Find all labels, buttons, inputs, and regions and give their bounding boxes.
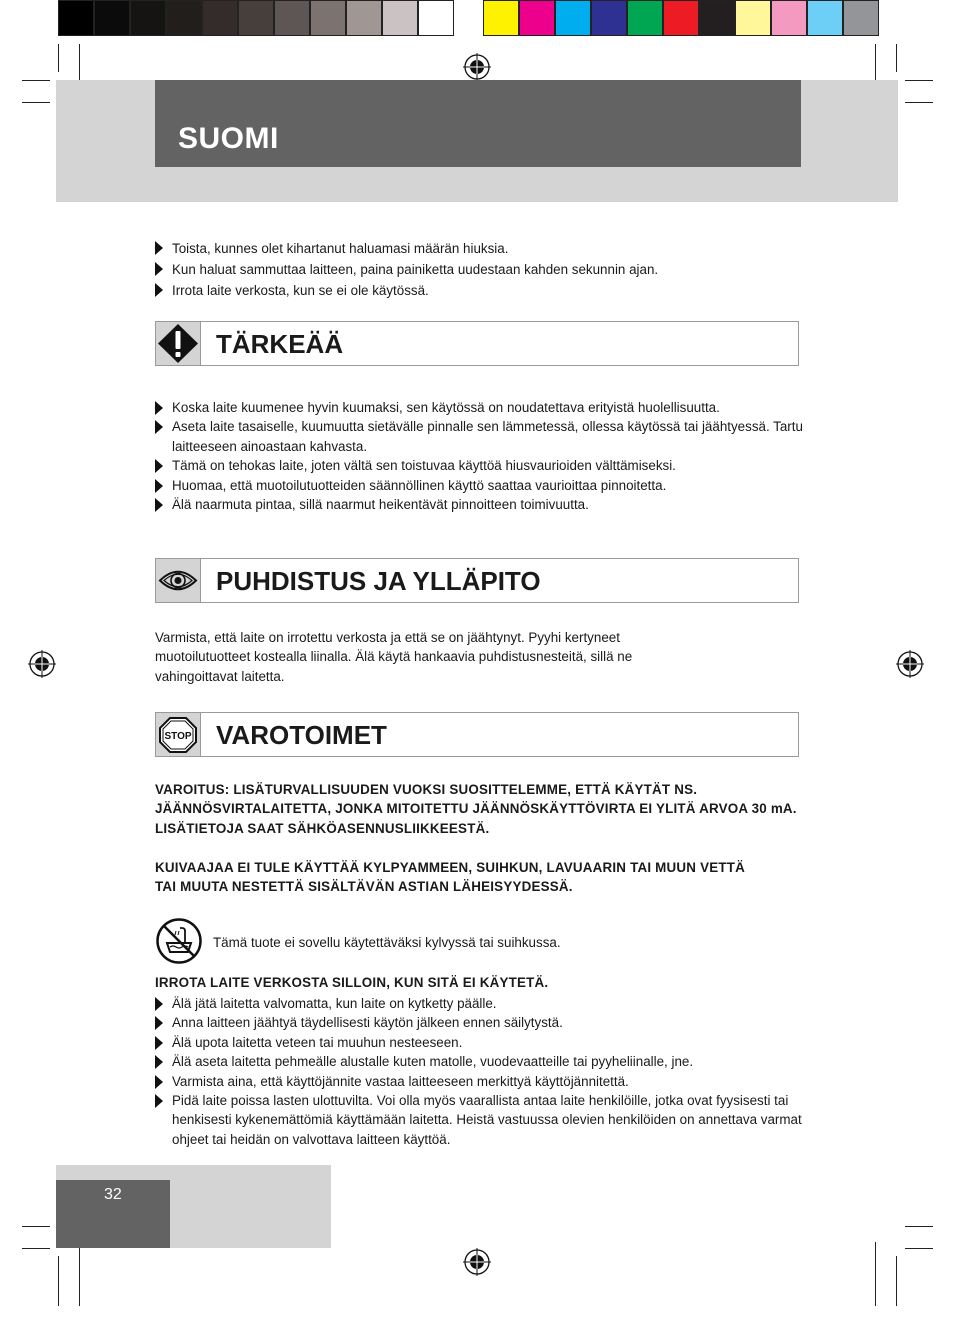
color-swatch	[130, 0, 166, 36]
precautions-bullet-list	[155, 994, 805, 1149]
list-item: Tämä on tehokas laite, joten vältä sen toistuvaa käyttöä hiusvaurioiden välttämiseksi.	[155, 456, 805, 475]
color-swatch	[699, 0, 735, 36]
gray-calibration-bar	[58, 0, 454, 38]
color-swatch	[663, 0, 699, 36]
list-item: Varmista aina, että käyttöjännite vastaa laitteeseen merkittyä käyttöjännitettä.	[155, 1072, 805, 1091]
icon-cell	[156, 322, 201, 365]
crop-mark	[22, 80, 50, 81]
list-item: Älä aseta laitetta pehmeälle alustalle kuten matolle, vuodevaatteille tai pyyheliinalle, jne.	[155, 1052, 805, 1071]
color-swatch	[627, 0, 663, 36]
color-swatch	[591, 0, 627, 36]
triangle-bullet-icon	[155, 420, 163, 434]
color-swatch	[382, 0, 418, 36]
list-item: Irrota laite verkosta, kun se ei ole käytössä.	[155, 280, 805, 301]
triangle-bullet-icon	[155, 498, 163, 512]
color-swatch	[555, 0, 591, 36]
color-swatch	[843, 0, 879, 36]
registration-mark-icon	[896, 650, 924, 678]
icon-cell	[156, 713, 201, 756]
intro-bullet-list	[155, 238, 805, 301]
list-item: Anna laitteen jäähtyä täydellisesti käytön jälkeen ennen säilytystä.	[155, 1013, 805, 1032]
list-item: Aseta laite tasaiselle, kuumuutta sietävälle pinnalle sen lämmetessä, ollessa käytössä tai jäähtyessä. Tartu laitteeseen ainoastaan kahvasta.	[155, 417, 805, 456]
page-title: SUOMI	[178, 122, 279, 155]
color-swatch	[166, 0, 202, 36]
no-bath-icon	[155, 917, 203, 965]
triangle-bullet-icon	[155, 1055, 163, 1069]
color-swatch	[735, 0, 771, 36]
section-title: PUHDISTUS JA YLLÄPITO	[216, 566, 541, 596]
warning-exclamation-icon	[156, 322, 200, 365]
color-swatch	[238, 0, 274, 36]
color-swatch	[346, 0, 382, 36]
list-item: Huomaa, että muotoilutuotteiden säännöllinen käyttö saattaa vaurioittaa pinnoitetta.	[155, 476, 805, 495]
color-swatch	[58, 0, 94, 36]
crop-mark	[905, 80, 933, 81]
svg-text:STOP: STOP	[164, 731, 192, 742]
important-bullet-list	[155, 398, 805, 514]
list-item: Kun haluat sammuttaa laitteen, paina painiketta uudestaan kahden sekunnin ajan.	[155, 259, 805, 280]
color-swatch	[483, 0, 519, 36]
crop-mark	[22, 1226, 50, 1227]
list-item: Älä upota laitetta veteen tai muuhun nesteeseen.	[155, 1033, 805, 1052]
triangle-bullet-icon	[155, 283, 163, 297]
registration-mark-icon	[463, 1248, 491, 1276]
color-swatch	[519, 0, 555, 36]
cleaning-text: Varmista, että laite on irrotettu verkosta ja että se on jäähtynyt. Pyyhi kertyneet muotoilutuotteet kostealla liinalla. Älä käytä hankaavia puhdistusnesteitä, sillä ne vahingoittavat laitetta.	[155, 630, 633, 684]
bath-note: Tämä tuote ei sovellu käytettäväksi kylvyssä tai suihkussa.	[213, 935, 561, 950]
color-calibration-bar	[483, 0, 879, 38]
color-swatch	[807, 0, 843, 36]
list-item: Toista, kunnes olet kihartanut haluamasi määrän hiuksia.	[155, 238, 805, 259]
section-title: VAROTOIMET	[216, 720, 387, 750]
triangle-bullet-icon	[155, 997, 163, 1011]
crop-mark	[905, 1226, 933, 1227]
triangle-bullet-icon	[155, 401, 163, 415]
triangle-bullet-icon	[155, 262, 163, 276]
eye-icon	[156, 559, 200, 602]
triangle-bullet-icon	[155, 1094, 163, 1108]
important-section-header	[155, 321, 799, 366]
triangle-bullet-icon	[155, 241, 163, 255]
crop-mark	[905, 1248, 933, 1249]
crop-mark	[905, 102, 933, 103]
crop-mark	[58, 44, 59, 72]
rcd-warning-text: VAROITUS: LISÄTURVALLISUUDEN VUOKSI SUOSITTELEMME, ETTÄ KÄYTÄT NS. JÄÄNNÖSVIRTALAITETTA, JONKA MITOITETTU JÄÄNNÖSKÄYTTÖVIRTA EI YLITÄ ARVOA 30 mA. LISÄTIETOJA SAAT SÄHKÖASENNUSLIIKKEESTÄ.	[155, 782, 797, 836]
crop-mark	[22, 102, 50, 103]
triangle-bullet-icon	[155, 1036, 163, 1050]
unplug-heading: IRROTA LAITE VERKOSTA SILLOIN, KUN SITÄ EI KÄYTETÄ.	[155, 975, 549, 990]
stop-sign-icon	[156, 713, 200, 756]
cleaning-section-header	[155, 558, 799, 603]
icon-cell	[156, 559, 201, 602]
list-item: Älä naarmuta pintaa, sillä naarmut heikentävät pinnoitteen toimivuutta.	[155, 495, 805, 514]
crop-mark	[58, 1256, 59, 1306]
precautions-section-header	[155, 712, 799, 757]
water-warning-text: KUIVAAJAA EI TULE KÄYTTÄÄ KYLPYAMMEEN, SUIHKUN, LAVUAARIN TAI MUUN VETTÄ TAI MUUTA NESTETTÄ SISÄLTÄVÄN ASTIAN LÄHEISYYDESSÄ.	[155, 860, 745, 895]
color-swatch	[274, 0, 310, 36]
registration-mark-icon	[28, 650, 56, 678]
crop-mark	[896, 44, 897, 72]
triangle-bullet-icon	[155, 459, 163, 473]
section-title: TÄRKEÄÄ	[216, 329, 344, 359]
triangle-bullet-icon	[155, 1075, 163, 1089]
color-swatch	[418, 0, 454, 36]
page-number: 32	[104, 1186, 122, 1203]
crop-mark	[22, 1248, 50, 1249]
registration-mark-icon	[463, 53, 491, 81]
list-item: Älä jätä laitetta valvomatta, kun laite on kytketty päälle.	[155, 994, 805, 1013]
color-swatch	[310, 0, 346, 36]
color-swatch	[94, 0, 130, 36]
color-swatch	[202, 0, 238, 36]
color-swatch	[771, 0, 807, 36]
crop-mark	[875, 1242, 876, 1306]
crop-mark	[79, 1242, 80, 1306]
list-item: Pidä laite poissa lasten ulottuvilta. Voi olla myös vaarallista antaa laite henkilöille, jotka ovat fyysisesti tai henkisesti kykenemättömiä käyttämään laitetta. Heistä vastuussa olevien henkilöiden on annettava varmat ohjeet tai heidän on valvottava laitteen käyttöä.	[155, 1091, 805, 1149]
triangle-bullet-icon	[155, 1016, 163, 1030]
crop-mark	[896, 1256, 897, 1306]
list-item: Koska laite kuumenee hyvin kuumaksi, sen käytössä on noudatettava erityistä huolellisuutta.	[155, 398, 805, 417]
triangle-bullet-icon	[155, 479, 163, 493]
